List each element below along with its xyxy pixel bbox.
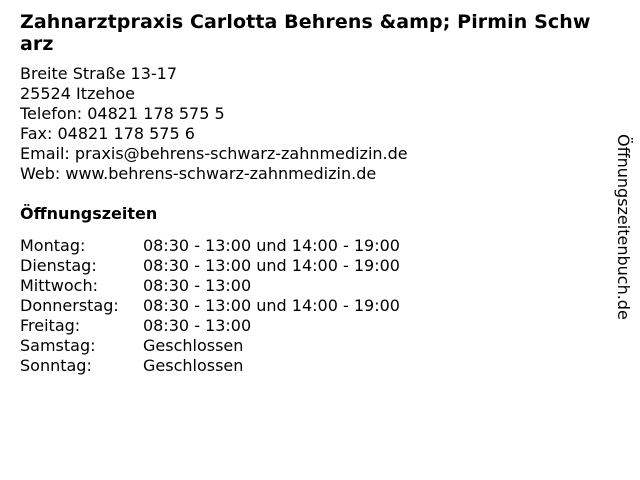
time-value: 08:30 - 13:00 und 14:00 - 19:00 — [143, 236, 400, 255]
hours-row-tuesday — [20, 256, 600, 276]
day-label: Samstag: — [20, 336, 96, 355]
day-label: Sonntag: — [20, 356, 92, 375]
time-value: Geschlossen — [143, 356, 244, 375]
contact-block — [20, 64, 600, 184]
hours-row-wednesday — [20, 276, 600, 296]
street-address: Breite Straße 13-17 — [20, 64, 178, 83]
hours-row-friday — [20, 316, 600, 336]
hours-row-thursday — [20, 296, 600, 316]
opening-hours-list — [20, 236, 600, 376]
phone-line: Telefon: 04821 178 575 5 — [20, 104, 225, 123]
hours-row-monday — [20, 236, 600, 256]
day-label: Dienstag: — [20, 256, 97, 275]
time-value: 08:30 - 13:00 und 14:00 - 19:00 — [143, 296, 400, 315]
business-name: Zahnarztpraxis Carlotta Behrens &amp; Pirmin Schwarz — [20, 11, 591, 55]
day-label: Mittwoch: — [20, 276, 98, 295]
opening-hours-heading: Öffnungszeiten — [20, 204, 158, 223]
brand-watermark: Öffnungszeitenbuch.de — [614, 134, 633, 320]
hours-row-saturday — [20, 336, 600, 356]
fax-line: Fax: 04821 178 575 6 — [20, 124, 195, 143]
time-value: 08:30 - 13:00 und 14:00 - 19:00 — [143, 256, 400, 275]
day-label: Donnerstag: — [20, 296, 119, 315]
email-line: Email: praxis@behrens-schwarz-zahnmedizin.de — [20, 144, 408, 163]
time-value: 08:30 - 13:00 — [143, 316, 252, 335]
city-postcode: 25524 Itzehoe — [20, 84, 135, 103]
business-card — [20, 11, 600, 376]
time-value: 08:30 - 13:00 — [143, 276, 252, 295]
hours-row-sunday — [20, 356, 600, 376]
web-line: Web: www.behrens-schwarz-zahnmedizin.de — [20, 164, 377, 183]
day-label: Freitag: — [20, 316, 81, 335]
day-label: Montag: — [20, 236, 86, 255]
time-value: Geschlossen — [143, 336, 244, 355]
